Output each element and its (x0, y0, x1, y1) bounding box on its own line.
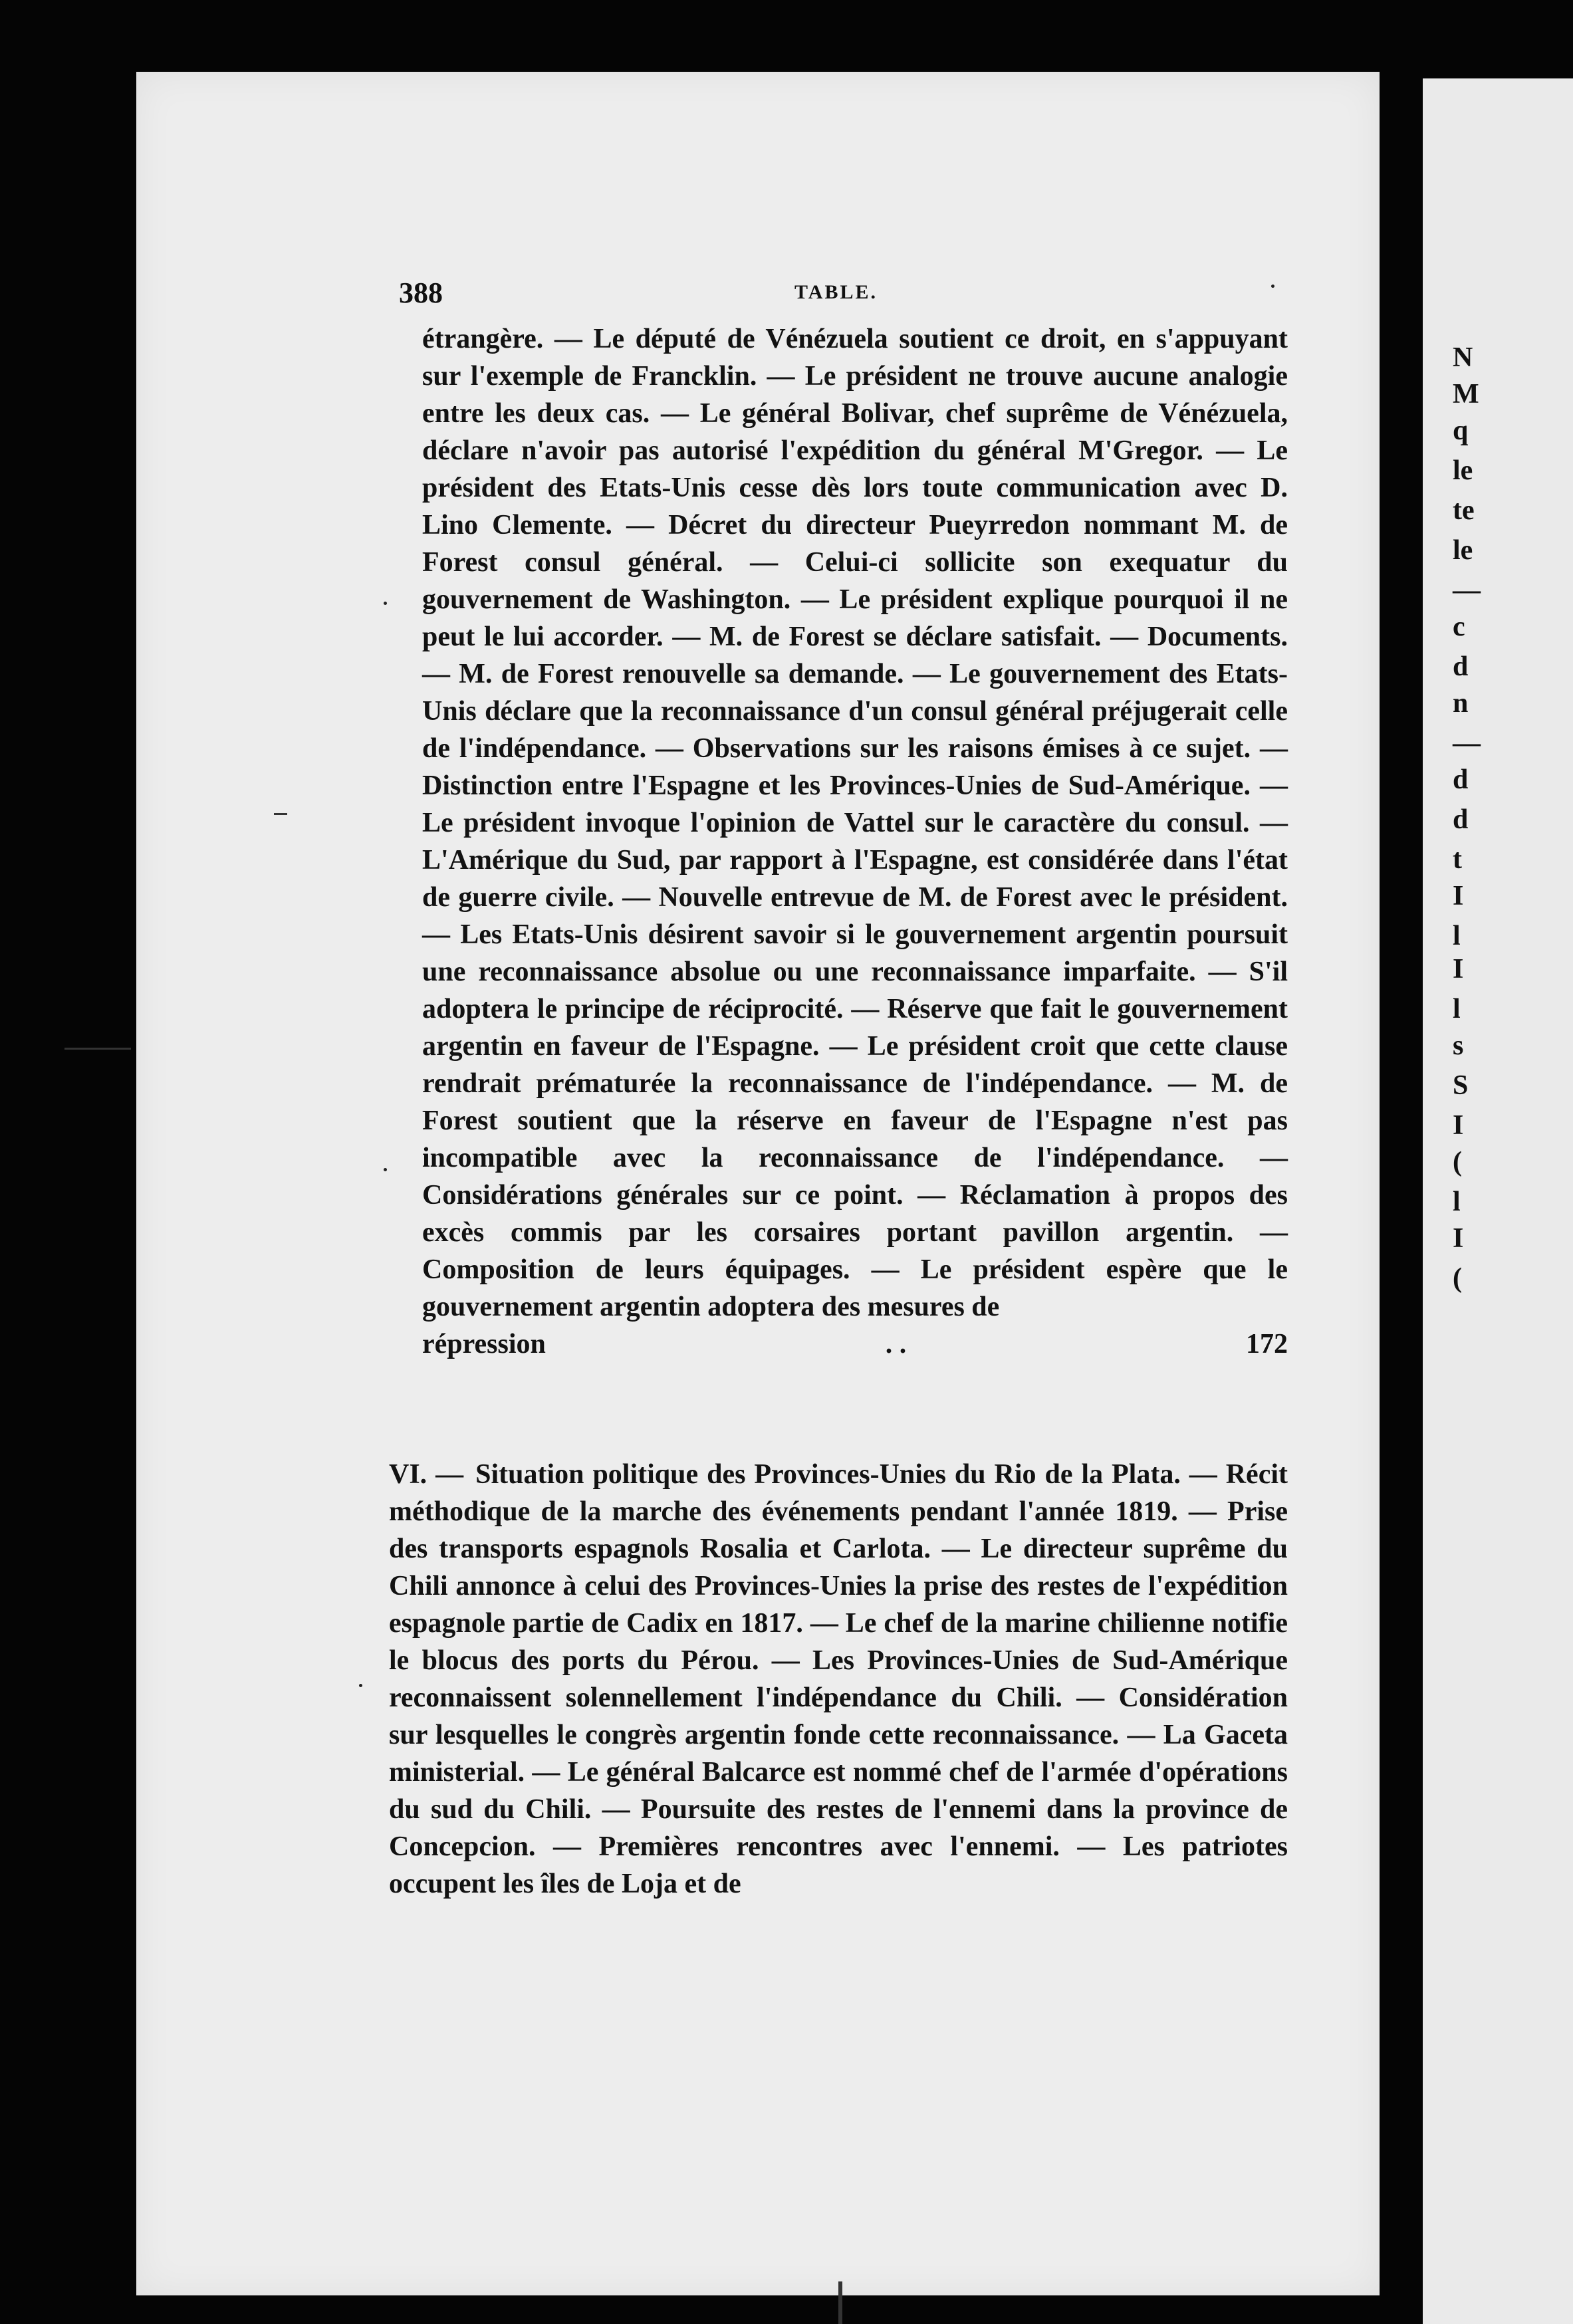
facing-page-fragment: — (1453, 728, 1481, 758)
entry-v-text: étrangère. — Le député de Vénézuela soutient ce droit, en s'appuyant sur l'exemple de Francklin. — Le président ne trouve aucune analogie entre les deux cas. — Le général Bolivar, chef suprême de Vénézuela, déclare n'avoir pas autorisé l'expédition du général M'Gregor. — Le président des Etats-Unis cesse dès lors toute communication avec D. Lino Clemente. — Décret du directeur Pueyrredon nommant M. de Forest consul général. — Celui-ci sollicite son exequatur du gouvernement de Washington. — Le président explique pourquoi il ne peut le lui accorder. — M. de Forest se déclare satisfait. — Documents. — M. de Forest renouvelle sa demande. — Le gouvernement des Etats-Unis déclare que la reconnaissance d'un consul général préjugerait celle de l'indépendance. — Observations sur les raisons émises à ce sujet. — Distinction entre l'Espagne et les Provinces-Unies de Sud-Amérique. — Le président invoque l'opinion de Vattel sur le caractère du consul. — L'Amérique du Sud, par rapport à l'Espagne, est considérée dans l'état de guerre civile. — Nouvelle entrevue de M. de Forest avec le président. — Les Etats-Unis désirent savoir si le gouvernement argentin poursuit une reconnaissance absolue ou une reconnaissance imparfaite. — S'il adoptera le principe de réciprocité. — Réserve que fait le gouvernement argentin en faveur de l'Espagne. — Le président croit que cette clause rendrait prématurée la reconnaissance de l'indépendance. — M. de Forest soutient que la réserve en faveur de l'Espagne n'est pas incompatible avec la reconnaissance de l'indépendance. — Considérations générales sur ce point. — Réclamation à propos des excès commis par les corsaires portant pavillon argentin. — Composition de leurs équipages. — Le président espère que le gouvernement argentin adoptera des mesures de (422, 324, 1288, 1322)
margin-mark (274, 813, 287, 815)
facing-page-fragment: d (1453, 804, 1469, 835)
entry-vi-text: Situation politique des Provinces-Unies du Rio de la Plata. — Récit méthodique de la marche des événements pendant l'année 1819. — Prise des transports espagnols Rosalia et Carlota. — Le directeur suprême du Chili annonce à celui des Provinces-Unies la prise des restes de l'expédition espagnole partie de Cadix en 1817. — Le chef de la marine chilienne notifie le blocus des ports du Pérou. — Les Provinces-Unies de Sud-Amérique reconnaissent solennellement l'indépendance du Chili. — Considération sur lesquelles le congrès argentin fonde cette reconnaissance. — La Gaceta ministerial. — Le général Balcarce est nommé chef de l'armée d'opérations du sud du Chili. — Poursuite des restes de l'ennemi dans la province de Concepcion. — Premières rencontres avec l'ennemi. — Les patriotes occupent les îles de Loja et de (389, 1459, 1288, 1899)
entry-v-page-ref: 172 (1245, 1329, 1288, 1359)
facing-page-fragment: I (1453, 954, 1464, 985)
facing-page-fragment: le (1453, 535, 1473, 566)
toc-entry-vi (389, 1456, 1288, 1903)
page-number: 388 (399, 277, 443, 309)
facing-page-fragment: le (1453, 455, 1473, 486)
facing-page-fragment: d (1453, 764, 1469, 795)
facing-page-fragment: — (1453, 575, 1481, 606)
print-speck (384, 1168, 387, 1171)
facing-page-fragment: te (1453, 495, 1475, 526)
print-speck (1271, 285, 1274, 288)
facing-page-fragment: I (1453, 1110, 1464, 1141)
facing-page-fragment: l (1453, 994, 1461, 1024)
entry-v-last-words: répression (422, 1329, 546, 1359)
facing-page-fragment: s (1453, 1030, 1464, 1061)
facing-page-fragment: d (1453, 651, 1469, 682)
entry-v-end-line (422, 1326, 1288, 1363)
facing-page-fragment: ( (1453, 1147, 1462, 1177)
facing-page-fragment: c (1453, 612, 1465, 642)
facing-page-fragment: n (1453, 688, 1469, 719)
facing-page-fragment: M (1453, 379, 1479, 409)
facing-page-fragment: I (1453, 881, 1464, 911)
facing-page-fragment: l (1453, 921, 1461, 951)
facing-page-fragment: ( (1453, 1263, 1462, 1294)
facing-page-fragment: t (1453, 844, 1462, 875)
facing-page-edge (1423, 78, 1573, 2324)
running-head (399, 276, 1290, 316)
facing-page-fragment: N (1453, 342, 1473, 373)
toc-entry-v (422, 320, 1288, 1363)
entry-vi-number: VI. — (389, 1459, 464, 1490)
facing-page-fragment: S (1453, 1070, 1469, 1101)
print-speck (384, 602, 387, 605)
facing-page-fragment: I (1453, 1223, 1464, 1254)
margin-mark (64, 1048, 131, 1050)
facing-page-fragment: l (1453, 1187, 1461, 1217)
entry-v-leader: . . (885, 1329, 907, 1359)
binding-mark (838, 2281, 842, 2324)
print-speck (359, 1684, 362, 1687)
facing-page-fragment: q (1453, 415, 1469, 446)
section-title: TABLE. (794, 281, 878, 303)
